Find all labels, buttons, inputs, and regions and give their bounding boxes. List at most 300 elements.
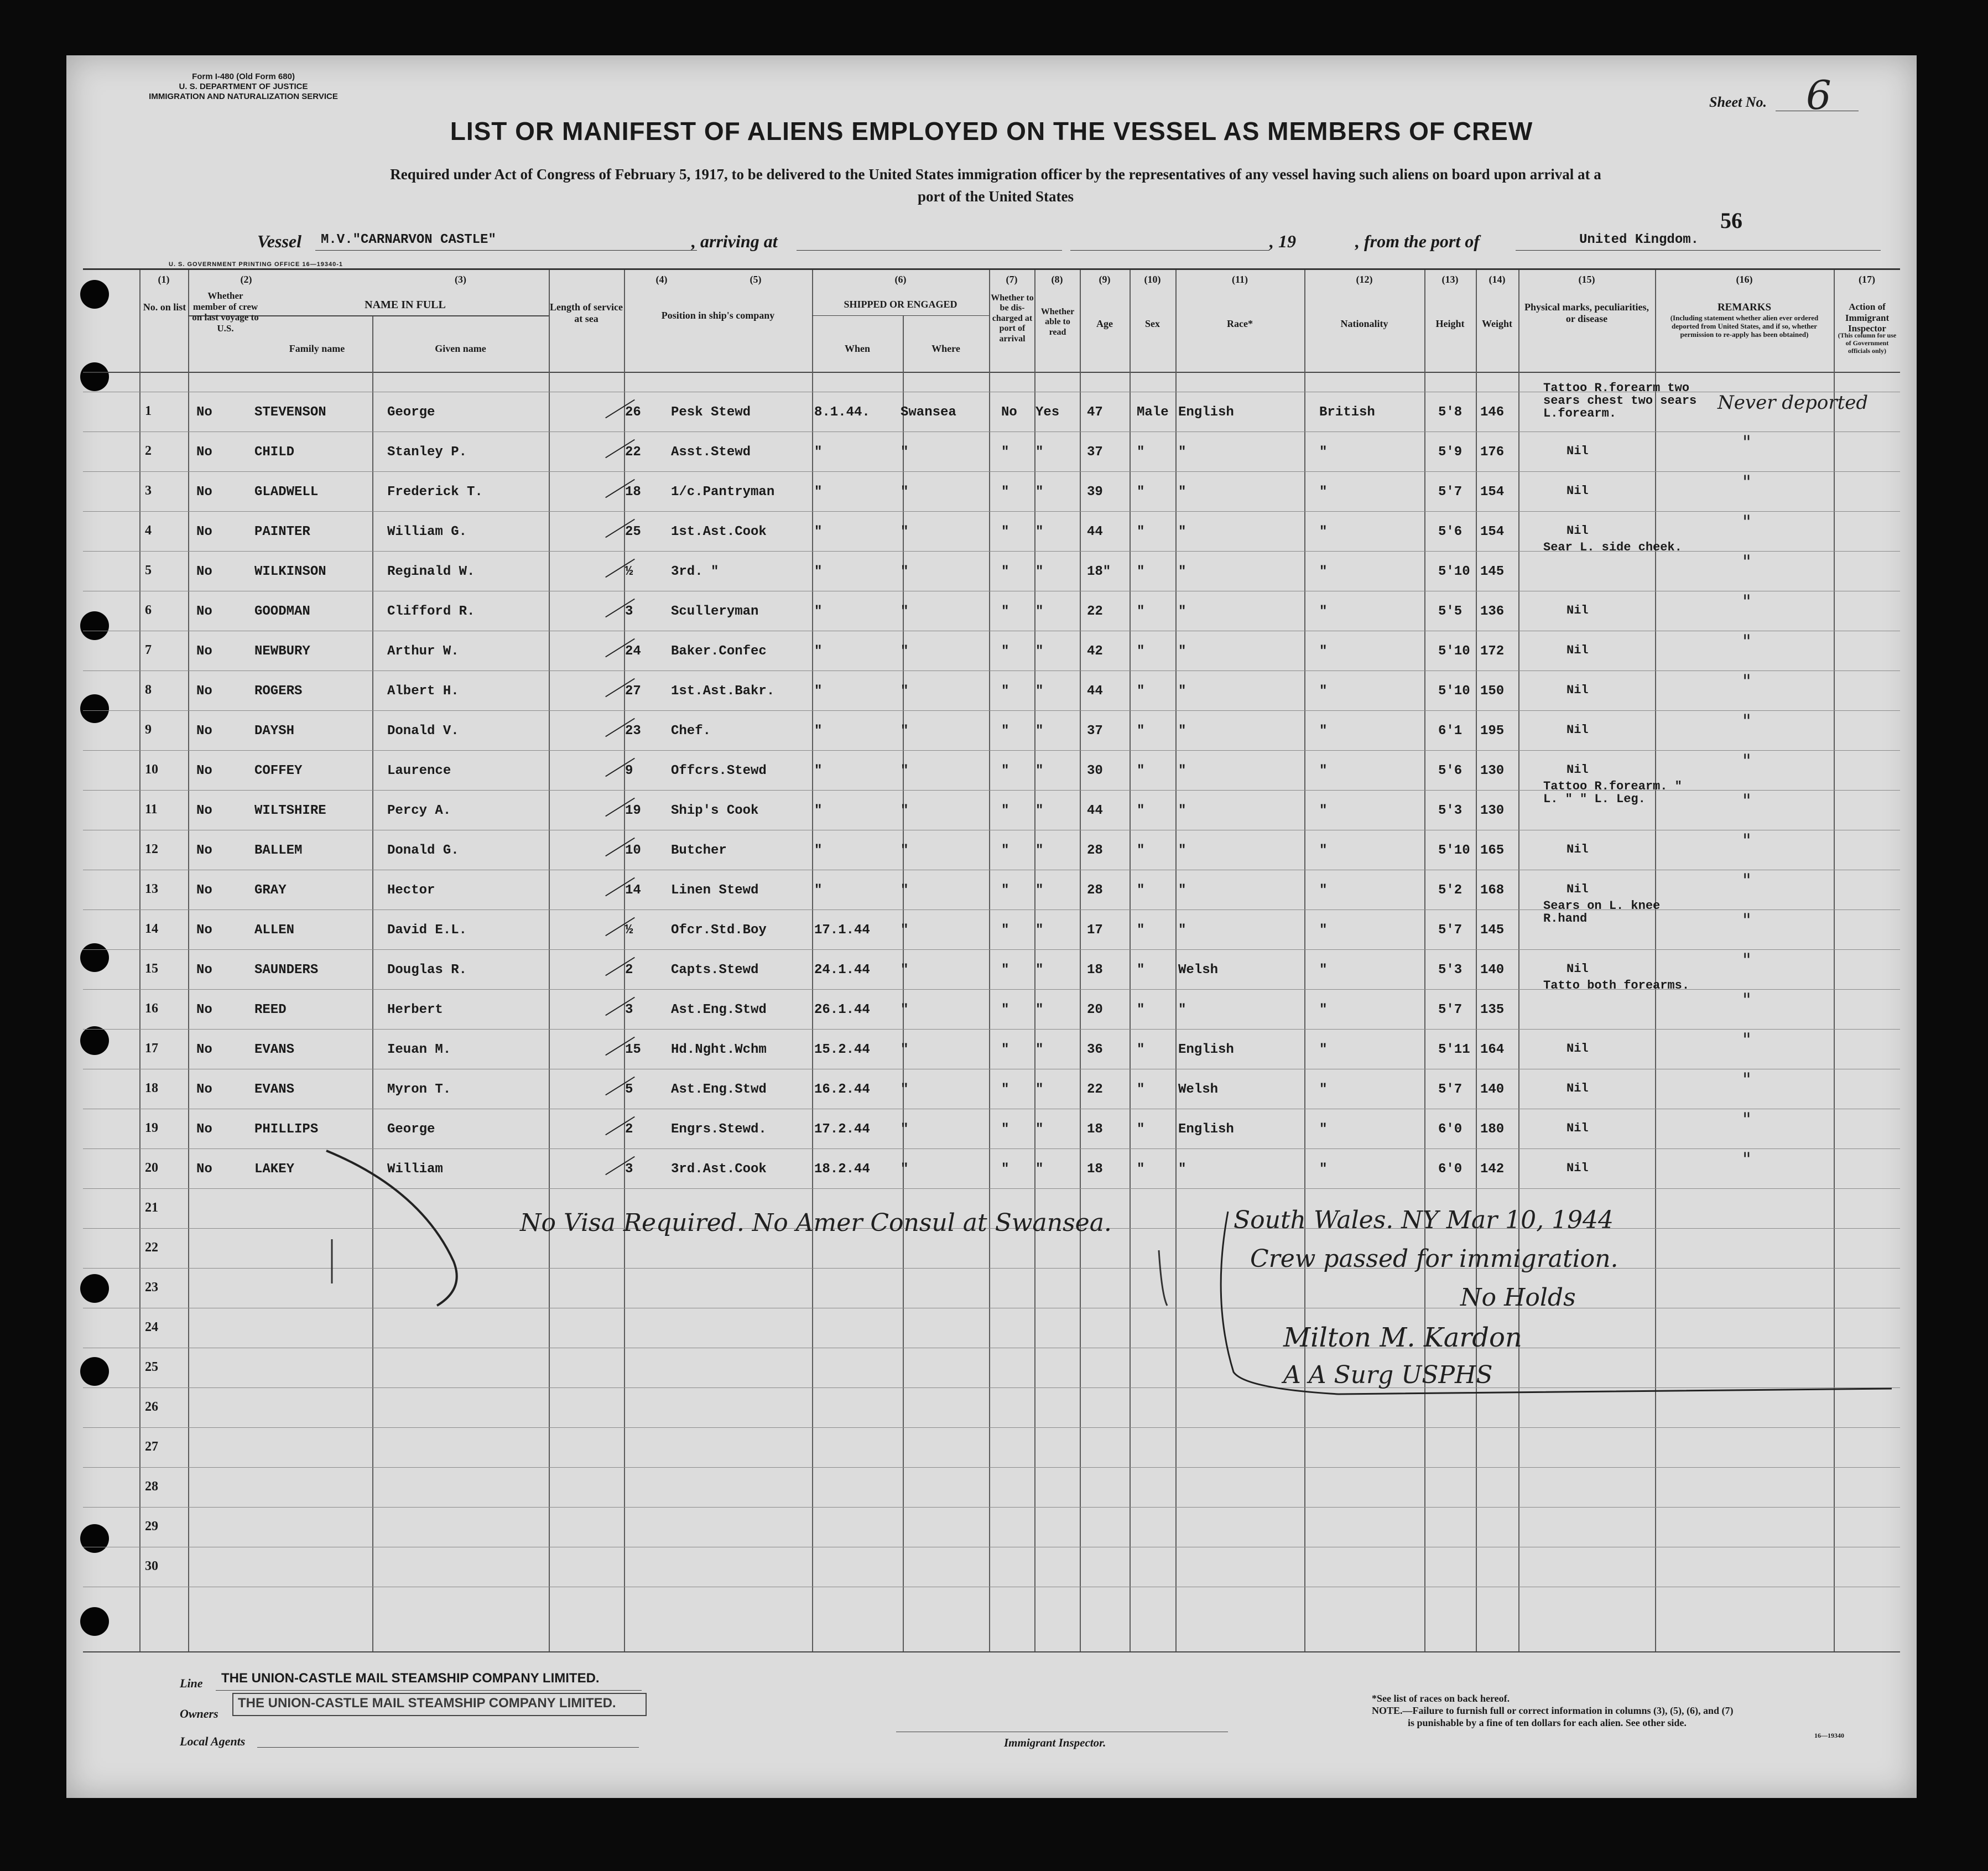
- printing-office: U. S. GOVERNMENT PRINTING OFFICE 16—19340-1: [169, 261, 344, 268]
- local-agents-label: Local Agents: [180, 1734, 246, 1748]
- row-number: 3: [145, 484, 152, 498]
- cell-remarks: ": [1742, 1069, 1751, 1091]
- row-number: 29: [145, 1519, 158, 1534]
- header-discharged: Whether to be dis-charged at port of arrival: [991, 293, 1034, 344]
- cell-position: 3rd.Ast.Cook: [671, 1162, 767, 1177]
- col-number: (15): [1578, 274, 1595, 285]
- cell-weight: 165: [1480, 843, 1505, 858]
- cell-when: 17.1.44: [814, 923, 870, 938]
- cell-given-name: Clifford R.: [387, 604, 475, 619]
- cell-nationality: ": [1319, 524, 1328, 539]
- cell-race: ": [1178, 644, 1186, 659]
- cell-when: 15.2.44: [814, 1042, 870, 1057]
- cell-sex: ": [1137, 1082, 1145, 1097]
- cell-nationality: ": [1319, 963, 1328, 978]
- cell-when: 26.1.44: [814, 1002, 870, 1017]
- cell-age: 47: [1087, 405, 1103, 420]
- cell-family-name: WILKINSON: [254, 564, 326, 579]
- sheet-number: 6: [1806, 72, 1831, 118]
- cell-when: 24.1.44: [814, 963, 870, 978]
- cell-remarks: ": [1742, 830, 1751, 852]
- cell-discharged: ": [1001, 883, 1009, 898]
- col-number: (11): [1232, 274, 1248, 285]
- cell-weight: 140: [1480, 963, 1505, 978]
- cell-nationality: ": [1319, 1162, 1328, 1177]
- cell-nationality: British: [1319, 405, 1375, 420]
- cell-physical-marks: Nil: [1567, 683, 1589, 697]
- cell-age: 44: [1087, 524, 1103, 539]
- cell-family-name: BALLEM: [254, 843, 303, 858]
- cell-physical-marks: Nil: [1567, 763, 1589, 777]
- header-remarks-note: (Including statement whether alien ever ordered deported from United States, and if so, whether permission to re-apply has been obtained): [1670, 314, 1819, 339]
- cell-length-service: 26: [625, 405, 641, 420]
- header-family-name: Family name: [289, 343, 345, 354]
- cell-position: 1st.Ast.Bakr.: [671, 684, 775, 699]
- cell-previous-voyage: No: [196, 963, 212, 978]
- col-number: (5): [750, 274, 762, 285]
- cell-weight: 140: [1480, 1082, 1505, 1097]
- cell-discharged: ": [1001, 1162, 1009, 1177]
- cell-remarks: ": [1742, 949, 1751, 971]
- cell-sex: ": [1137, 963, 1145, 978]
- cell-height: 5'9: [1438, 445, 1463, 460]
- cell-height: 6'1: [1438, 724, 1463, 739]
- cell-weight: 145: [1480, 923, 1505, 938]
- vessel-name: M.V."CARNARVON CASTLE": [321, 232, 496, 247]
- cell-position: Offcrs.Stewd: [671, 763, 767, 778]
- row-number: 21: [145, 1200, 158, 1215]
- header-weight: Weight: [1481, 318, 1512, 329]
- subtitle-line2: port of the United States: [918, 188, 1074, 205]
- row-number: 6: [145, 603, 152, 617]
- cell-age: 20: [1087, 1002, 1103, 1017]
- cell-remarks: ": [1742, 989, 1751, 1011]
- cell-where: ": [901, 684, 909, 699]
- cell-given-name: Donald G.: [387, 843, 459, 858]
- cell-sex: ": [1137, 445, 1145, 460]
- line-value: THE UNION-CASTLE MAIL STEAMSHIP COMPANY LIMITED.: [221, 1671, 600, 1686]
- cell-nationality: ": [1319, 684, 1328, 699]
- cell-able-read: ": [1035, 445, 1044, 460]
- cell-length-service: 14: [625, 883, 641, 898]
- cell-weight: 154: [1480, 524, 1505, 539]
- header-race: Race*: [1227, 318, 1253, 329]
- cell-where: ": [901, 923, 909, 938]
- cell-age: 28: [1087, 843, 1103, 858]
- cell-discharged: ": [1001, 923, 1009, 938]
- cell-given-name: Hector: [387, 883, 435, 898]
- cell-weight: 176: [1480, 445, 1505, 460]
- cell-when: ": [814, 803, 823, 818]
- cell-race: ": [1178, 684, 1186, 699]
- cell-when: ": [814, 485, 823, 500]
- cell-where: ": [901, 524, 909, 539]
- row-number: 2: [145, 444, 152, 458]
- header-shipped: SHIPPED OR ENGAGED: [844, 299, 957, 310]
- cell-family-name: PAINTER: [254, 524, 310, 539]
- cell-previous-voyage: No: [196, 1162, 212, 1177]
- cell-family-name: PHILLIPS: [254, 1122, 319, 1137]
- page-title: LIST OR MANIFEST OF ALIENS EMPLOYED ON THE VESSEL AS MEMBERS OF CREW: [450, 117, 1533, 145]
- cell-remarks: ": [1742, 471, 1751, 493]
- cell-height: 5'3: [1438, 963, 1463, 978]
- cell-discharged: ": [1001, 604, 1009, 619]
- cell-position: Butcher: [671, 843, 727, 858]
- cell-length-service: ½: [625, 564, 633, 579]
- cell-given-name: George: [387, 1122, 435, 1137]
- cell-remarks: ": [1742, 511, 1751, 533]
- row-number: 19: [145, 1121, 158, 1135]
- cell-weight: 130: [1480, 763, 1505, 778]
- cell-height: 6'0: [1438, 1162, 1463, 1177]
- cell-where: ": [901, 644, 909, 659]
- cell-length-service: 23: [625, 724, 641, 739]
- cell-height: 5'7: [1438, 923, 1463, 938]
- footnote-fine: is punishable by a fine of ten dollars for each alien. See other side.: [1408, 1717, 1687, 1728]
- cell-physical-marks: Nil: [1567, 524, 1589, 538]
- cell-given-name: William G.: [387, 524, 467, 539]
- header-remarks: REMARKS: [1717, 302, 1772, 313]
- handwritten-stamp-line3: No Holds: [1460, 1283, 1576, 1312]
- cell-family-name: GLADWELL: [254, 485, 319, 500]
- cell-remarks: ": [1742, 1109, 1751, 1131]
- cell-when: 8.1.44.: [814, 405, 870, 420]
- cell-position: Engrs.Stewd.: [671, 1122, 767, 1137]
- cell-position: Baker.Confec: [671, 644, 767, 659]
- cell-nationality: ": [1319, 1082, 1328, 1097]
- cell-discharged: ": [1001, 644, 1009, 659]
- cell-height: 5'10: [1438, 644, 1470, 659]
- cell-physical-marks: Nil: [1567, 1161, 1589, 1175]
- header-no-on-list: No. on list: [143, 302, 186, 313]
- cell-able-read: ": [1035, 1042, 1044, 1057]
- col-number: (16): [1736, 274, 1753, 285]
- cell-previous-voyage: No: [196, 604, 212, 619]
- cell-age: 37: [1087, 445, 1103, 460]
- cell-length-service: 25: [625, 524, 641, 539]
- cell-able-read: ": [1035, 883, 1044, 898]
- cell-sex: Male: [1137, 405, 1169, 420]
- cell-given-name: Ieuan M.: [387, 1042, 451, 1057]
- cell-sex: ": [1137, 843, 1145, 858]
- cell-given-name: David E.L.: [387, 923, 467, 938]
- row-number: 5: [145, 563, 152, 578]
- cell-nationality: ": [1319, 1122, 1328, 1137]
- cell-family-name: GRAY: [254, 883, 287, 898]
- cell-when: 18.2.44: [814, 1162, 870, 1177]
- row-number: 17: [145, 1041, 158, 1056]
- cell-height: 5'5: [1438, 604, 1463, 619]
- row-number: 20: [145, 1161, 158, 1175]
- cell-physical-marks: Nil: [1567, 723, 1589, 737]
- cell-remarks: ": [1742, 631, 1751, 653]
- cell-where: ": [901, 1002, 909, 1017]
- cell-family-name: CHILD: [254, 445, 295, 460]
- cell-nationality: ": [1319, 843, 1328, 858]
- cell-able-read: ": [1035, 485, 1044, 500]
- cell-family-name: ROGERS: [254, 684, 303, 699]
- cell-family-name: REED: [254, 1002, 287, 1017]
- cell-position: Chef.: [671, 724, 711, 739]
- cell-when: ": [814, 843, 823, 858]
- header-whether-member: Whether member of crew on last voyage to U.S.: [192, 290, 259, 334]
- cell-given-name: Herbert: [387, 1002, 443, 1017]
- cell-family-name: LAKEY: [254, 1162, 295, 1177]
- cell-physical-marks: Sears on L. knee R.hand: [1543, 899, 1661, 926]
- year-label: , 19: [1269, 231, 1296, 251]
- cell-previous-voyage: No: [196, 1002, 212, 1017]
- cell-race: ": [1178, 524, 1186, 539]
- cell-family-name: NEWBURY: [254, 644, 310, 659]
- col-number: (4): [655, 274, 668, 285]
- cell-able-read: ": [1035, 564, 1044, 579]
- cell-able-read: ": [1035, 524, 1044, 539]
- cell-able-read: Yes: [1035, 405, 1060, 420]
- header-age: Age: [1096, 318, 1113, 329]
- cell-height: 5'7: [1438, 1002, 1463, 1017]
- cell-where: ": [901, 763, 909, 778]
- header-nationality: Nationality: [1340, 318, 1388, 329]
- cell-length-service: 3: [625, 1162, 633, 1177]
- cell-weight: 195: [1480, 724, 1505, 739]
- cell-race: Welsh: [1178, 1082, 1219, 1097]
- cell-able-read: ": [1035, 684, 1044, 699]
- cell-position: Capts.Stewd: [671, 963, 759, 978]
- cell-where: Swansea: [901, 405, 956, 420]
- cell-sex: ": [1137, 564, 1145, 579]
- cell-family-name: GOODMAN: [254, 604, 310, 619]
- cell-remarks: ": [1742, 1148, 1751, 1171]
- cell-physical-marks: Nil: [1567, 1121, 1589, 1135]
- cell-able-read: ": [1035, 923, 1044, 938]
- header-when: When: [844, 343, 870, 354]
- cell-when: ": [814, 564, 823, 579]
- cell-able-read: ": [1035, 604, 1044, 619]
- handwritten-visa-note: No Visa Required. No Amer Consul at Swansea.: [520, 1209, 1112, 1237]
- header-sex: Sex: [1145, 318, 1160, 329]
- cell-length-service: 24: [625, 644, 641, 659]
- cell-sex: ": [1137, 644, 1145, 659]
- cell-sex: ": [1137, 524, 1145, 539]
- cell-discharged: ": [1001, 763, 1009, 778]
- cell-age: 18: [1087, 963, 1103, 978]
- cell-physical-marks: Nil: [1567, 962, 1589, 976]
- cell-nationality: ": [1319, 803, 1328, 818]
- cell-nationality: ": [1319, 923, 1328, 938]
- cell-age: 17: [1087, 923, 1103, 938]
- cell-given-name: William: [387, 1162, 443, 1177]
- cell-previous-voyage: No: [196, 724, 212, 739]
- row-number: 23: [145, 1280, 158, 1295]
- cell-length-service: 2: [625, 1122, 633, 1137]
- cell-physical-marks: Nil: [1567, 1082, 1589, 1095]
- cell-given-name: Donald V.: [387, 724, 459, 739]
- cell-when: ": [814, 524, 823, 539]
- cell-position: Ship's Cook: [671, 803, 759, 818]
- cell-able-read: ": [1035, 724, 1044, 739]
- cell-race: ": [1178, 445, 1186, 460]
- cell-sex: ": [1137, 724, 1145, 739]
- cell-length-service: 5: [625, 1082, 633, 1097]
- cell-when: 17.2.44: [814, 1122, 870, 1137]
- cell-height: 5'3: [1438, 803, 1463, 818]
- cell-when: ": [814, 883, 823, 898]
- cell-length-service: 19: [625, 803, 641, 818]
- header-action: Action of Immigrant Inspector: [1845, 302, 1890, 334]
- cell-weight: 135: [1480, 1002, 1505, 1017]
- cell-nationality: ": [1319, 724, 1328, 739]
- cell-given-name: Frederick T.: [387, 485, 483, 500]
- cell-sex: ": [1137, 923, 1145, 938]
- cell-previous-voyage: No: [196, 485, 212, 500]
- cell-previous-voyage: No: [196, 1122, 212, 1137]
- cell-given-name: Percy A.: [387, 803, 451, 818]
- col-number: (7): [1006, 274, 1018, 285]
- cell-previous-voyage: No: [196, 1082, 212, 1097]
- col-number: (1): [158, 274, 170, 285]
- col-number: (17): [1859, 274, 1875, 285]
- cell-position: Sculleryman: [671, 604, 759, 619]
- cell-weight: 145: [1480, 564, 1505, 579]
- row-number: 11: [145, 802, 158, 817]
- cell-race: ": [1178, 883, 1186, 898]
- cell-previous-voyage: No: [196, 923, 212, 938]
- header-length-service: Length of service at sea: [550, 302, 623, 324]
- cell-previous-voyage: No: [196, 684, 212, 699]
- cell-previous-voyage: No: [196, 843, 212, 858]
- cell-age: 18: [1087, 1162, 1103, 1177]
- header-name-in-full: NAME IN FULL: [365, 299, 446, 311]
- cell-race: ": [1178, 803, 1186, 818]
- cell-physical-marks: Nil: [1567, 843, 1589, 856]
- row-number: 1: [145, 404, 152, 418]
- cell-height: 5'10: [1438, 564, 1470, 579]
- cell-previous-voyage: No: [196, 644, 212, 659]
- cell-physical-marks: Nil: [1567, 643, 1589, 657]
- arriving-label: , arriving at: [691, 231, 778, 251]
- cell-sex: ": [1137, 803, 1145, 818]
- form-id: Form I-480 (Old Form 680): [192, 72, 295, 81]
- cell-family-name: STEVENSON: [254, 405, 326, 420]
- cell-age: 30: [1087, 763, 1103, 778]
- cell-given-name: Douglas R.: [387, 963, 467, 978]
- cell-position: Ast.Eng.Stwd: [671, 1002, 767, 1017]
- col-number: (10): [1144, 274, 1161, 285]
- cell-where: ": [901, 1042, 909, 1057]
- agents-underline: [257, 1747, 639, 1748]
- cell-remarks: ": [1742, 750, 1751, 772]
- cell-height: 5'6: [1438, 763, 1463, 778]
- row-number: 8: [145, 683, 152, 697]
- vessel-label: Vessel: [257, 231, 301, 251]
- row-number: 13: [145, 882, 158, 896]
- cell-weight: 146: [1480, 405, 1505, 420]
- cell-age: 44: [1087, 803, 1103, 818]
- cell-remarks: ": [1742, 710, 1751, 732]
- cell-discharged: ": [1001, 1042, 1009, 1057]
- subtitle-line1: Required under Act of Congress of February 5, 1917, to be delivered to the United States immigration officer by the representatives of any vessel having such aliens on board upon arrival at a: [390, 166, 1601, 183]
- cell-remarks: ": [1742, 551, 1751, 573]
- row-number: 26: [145, 1400, 158, 1414]
- department: U. S. DEPARTMENT OF JUSTICE: [179, 82, 308, 91]
- cell-nationality: ": [1319, 883, 1328, 898]
- cell-race: Welsh: [1178, 963, 1219, 978]
- handwritten-stamp-line2: Crew passed for immigration.: [1250, 1245, 1618, 1273]
- cell-able-read: ": [1035, 763, 1044, 778]
- row-number: 22: [145, 1240, 158, 1255]
- cell-given-name: George: [387, 405, 435, 420]
- cell-where: ": [901, 963, 909, 978]
- cell-age: 36: [1087, 1042, 1103, 1057]
- cell-given-name: Stanley P.: [387, 445, 467, 460]
- cell-length-service: 18: [625, 485, 641, 500]
- cell-sex: ": [1137, 1042, 1145, 1057]
- from-port-label: , from the port of: [1355, 231, 1480, 251]
- row-number: 27: [145, 1439, 158, 1454]
- cell-race: ": [1178, 923, 1186, 938]
- cell-race: ": [1178, 1162, 1186, 1177]
- cell-discharged: ": [1001, 724, 1009, 739]
- cell-nationality: ": [1319, 564, 1328, 579]
- col-number: (8): [1051, 274, 1063, 285]
- row-number: 25: [145, 1360, 158, 1374]
- col-number: (3): [455, 274, 466, 285]
- cell-race: ": [1178, 763, 1186, 778]
- cell-where: ": [901, 485, 909, 500]
- line-label: Line: [180, 1676, 203, 1690]
- header-action-note: (This column for use of Government officials only): [1838, 331, 1897, 355]
- cell-age: 44: [1087, 684, 1103, 699]
- cell-physical-marks: Nil: [1567, 882, 1589, 896]
- row-number: 7: [145, 643, 152, 657]
- cell-height: 5'6: [1438, 524, 1463, 539]
- cell-length-service: 3: [625, 1002, 633, 1017]
- header-given-name: Given name: [435, 343, 486, 354]
- cell-race: ": [1178, 604, 1186, 619]
- cell-discharged: ": [1001, 1122, 1009, 1137]
- cell-physical-marks: Nil: [1567, 484, 1589, 498]
- cell-previous-voyage: No: [196, 1042, 212, 1057]
- cell-where: ": [901, 724, 909, 739]
- cell-weight: 164: [1480, 1042, 1505, 1057]
- cell-discharged: ": [1001, 1002, 1009, 1017]
- cell-where: ": [901, 604, 909, 619]
- cell-race: ": [1178, 843, 1186, 858]
- cell-nationality: ": [1319, 763, 1328, 778]
- row-number: 12: [145, 842, 158, 856]
- cell-height: 5'11: [1438, 1042, 1470, 1057]
- row-number: 18: [145, 1081, 158, 1095]
- cell-family-name: ALLEN: [254, 923, 295, 938]
- cell-when: ": [814, 763, 823, 778]
- cell-physical-marks: Tattoo R.forearm two sears chest two sears L.forearm.: [1543, 381, 1697, 420]
- cell-previous-voyage: No: [196, 803, 212, 818]
- row-number: 9: [145, 723, 152, 737]
- cell-age: 22: [1087, 1082, 1103, 1097]
- cell-given-name: Arthur W.: [387, 644, 459, 659]
- cell-position: Ast.Eng.Stwd: [671, 1082, 767, 1097]
- header-physical-marks: Physical marks, peculiarities, or disease: [1524, 302, 1649, 324]
- cell-physical-marks: Nil: [1567, 1042, 1589, 1056]
- cell-remarks: ": [1742, 790, 1751, 812]
- cell-length-service: 9: [625, 763, 633, 778]
- handwritten-signature: Milton M. Kardon: [1283, 1322, 1522, 1353]
- cell-discharged: ": [1001, 564, 1009, 579]
- cell-race: ": [1178, 724, 1186, 739]
- cell-when: ": [814, 644, 823, 659]
- row-number: 4: [145, 523, 152, 538]
- cell-previous-voyage: No: [196, 883, 212, 898]
